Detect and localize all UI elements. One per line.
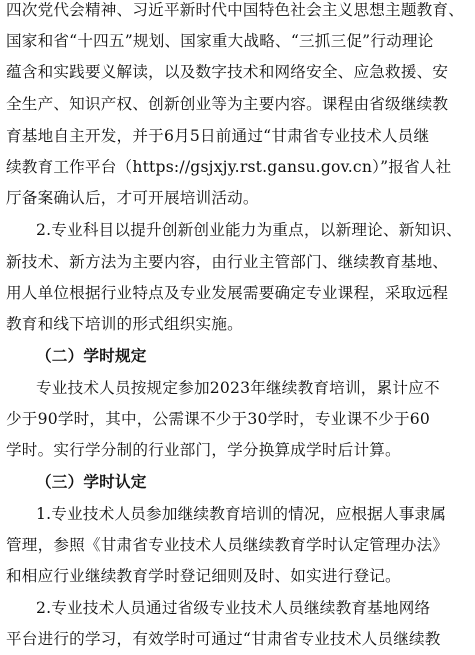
body-text-line: 新技术、新方法为主要内容，由行业主管部门、继续教育基地、: [6, 253, 449, 271]
body-text-line: 四次党代会精神、习近平新时代中国特色社会主义思想主题教育、: [6, 1, 465, 19]
section-heading-hours-certification: （三）学时认定: [36, 472, 147, 491]
body-text-line: 平台进行的学习，有效学时可通过“甘肃省专业技术人员继续教: [6, 630, 441, 648]
paragraph-first-line: 1.专业技术人员参加继续教育培训的情况，应根据人事隶属: [36, 505, 447, 523]
body-text-line: 续教育工作平台（https://gsjxjy.rst.gansu.gov.cn）”报省人社: [6, 158, 452, 176]
body-text-line: 管理，参照《甘肃省专业技术人员继续教育学时认定管理办法》: [6, 536, 449, 554]
body-text-line: 蕴含和实践要义解读，以及数字技术和网络安全、应急救援、安: [6, 63, 449, 81]
paragraph-first-line: 2.专业技术人员通过省级专业技术人员继续教育基地网络: [36, 599, 431, 617]
section-heading-hours-rules: （二）学时规定: [36, 346, 147, 365]
body-text-line: 少于90学时，其中，公需课不少于30学时，专业课不少于60: [6, 410, 430, 428]
body-text-line: 国家和省“十四五”规划、国家重大战略、“三抓三促”行动理论: [6, 32, 434, 50]
paragraph-first-line: 2.专业科目以提升创新创业能力为重点，以新理论、新知识、: [36, 221, 462, 239]
body-text-line: 教育和线下培训的形式组织实施。: [6, 315, 243, 333]
paragraph-first-line: 专业技术人员按规定参加2023年继续教育培训，累计应不: [36, 379, 440, 397]
body-text-line: 全生产、知识产权、创新创业等为主要内容。课程由省级继续教: [6, 95, 449, 113]
body-text-line: 用人单位根据行业特点及专业发展需要确定专业课程，采取远程: [6, 284, 449, 302]
body-text-line: 厅备案确认后，才可开展培训活动。: [6, 189, 259, 207]
body-text-line: 和相应行业继续教育学时登记细则及时、如实进行登记。: [6, 567, 401, 585]
body-text-line: 学时。实行学分制的行业部门，学分换算成学时后计算。: [6, 441, 401, 459]
body-text-line: 育基地自主开发，并于6月5日前通过“甘肃省专业技术人员继: [6, 127, 430, 145]
